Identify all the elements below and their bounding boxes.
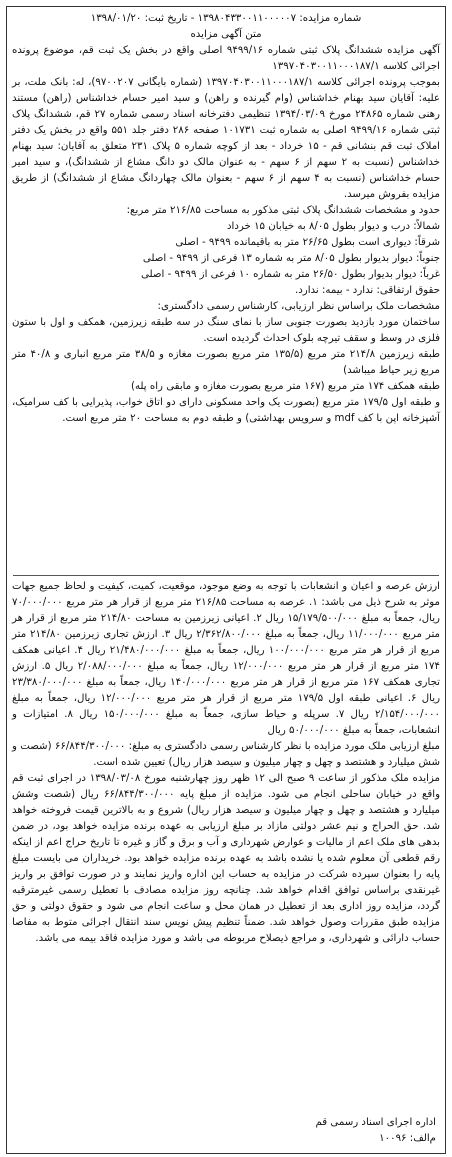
auction-terms: مزایده ملک مذکور از ساعت ۹ صبح الی ۱۲ ظهر روز چهارشنبه مورخ ۱۳۹۸/۰۳/۰۸ در اجرای ثبت قم واقع در خیابان ساحلی انجام می شود. مزایده از مبلغ پایه ۶۶/۸۴۴/۳۰۰/۰۰۰ ریال (شصت وشش میلیارد و هشتصد و چهل و چهار میلیون و سیصد هزار ریال) شروع و به بالاترین قیمت فروخته خواهد شد. حق الحراج و نیم عشر دولتی مازاد بر مبلغ ارزیابی به عهده برنده مزایده خواهد بود، در ضمن بدهی های ملک اعم از مالیات و عوارض شهرداری و آب و برق و گاز و غیره تا تاریخ حراج اعم از اینکه رقم قطعی آن معلوم شده یا نشده باشد به عهده برنده مزایده خواهد بود. خریداران می بایست مبلغ پایه را بعنوان سپرده شرکت در مزایده به حساب این اداره واریز نمایند و در صورت توافق بر واریز غیرنقدی براساس توافق اقدام خواهد شد. چنانچه روز مزایده مصادف با تعطیل رسمی غیرمترقبه گردد، مزایده روز اداری بعد از تعطیل در همان محل و ساعت انجام می شود و حقوق دولتی و حق مزایده طبق مقررات وصول خواهد شد. ضمناً تنظیم پیش نویس سند انتقال اجرائی متوط به مفاصا حساب دارائی و شهرداری، و مراجع ذیصلاح مربوطه می باشد و مورد مزایده فاقد بیمه می باشد. (12, 773, 440, 944)
boundary-north: شمالاً: درب و دیوار بطول ۸/۰۵ به خیابان ۱۵ خرداد (227, 221, 440, 232)
signature-block (315, 1115, 436, 1147)
auction-number-line: شماره مزایده: ۱۳۹۸۰۴۳۳۰۰۱۱۰۰۰۰۰۷ - تاریخ ثبت: ۱۳۹۸/۰۱/۲۰ (90, 13, 362, 24)
boundary-west: غرباً: دیوار بدیوار بطول ۲۶/۵۰ متر به شماره ۱۰ فرعی از ۹۴۹۹ - اصلی (141, 269, 440, 280)
valuation-breakdown: ارزش عرصه و اعیان و انشعابات با توجه به وضع موجود، موقعیت، کمیت، کیفیت و لحاظ جمیع جهات موثر به شرح ذیل می باشد: ۱. عرصه به مساحت ۲۱۶/۸۵ متر مربع از قرار هر متر مربع ۷۰/۰۰۰/۰۰۰ ریال، جمعاً به مبلغ ۱۵/۱۷۹/۵۰۰/۰۰۰ ریال ۲. اعیانی زیرزمین به مساحت ۲۱۴/۸۰ متر مربع از قرار هر متر مربع ۱۱/۰۰۰/۰۰۰ ریال، جمعاً به مبلغ ۲/۳۶۲/۸۰۰/۰۰۰ ریال ۳. ارزش تجاری زیرزمین ۲۱۴/۸۰ متر مربع از قرار هر متر مربع ۱۰۰/۰۰۰/۰۰۰ ریال، جمعاً به مبلغ ۲۱/۴۸۰/۰۰۰/۰۰۰ ریال ۴. اعیانی همکف ۱۷۴ متر مربع از قرار هر متر مربع ۱۲/۰۰۰/۰۰۰ ریال، جمعاً به مبلغ ۲/۰۸۸/۰۰۰/۰۰۰ ریال ۵. ارزش تجاری همکف ۱۶۷ متر مربع از قرار هر متر مربع ۱۴۰/۰۰۰/۰۰۰ ریال، جمعاً به مبلغ ۲۳/۳۸۰/۰۰۰/۰۰۰ ریال ۶. اعیانی طبقه اول ۱۷۹/۵ متر مربع از قرار هر متر مربع ۱۲/۰۰۰/۰۰۰ ریال، جمعاً به مبلغ ۲/۱۵۴/۰۰۰/۰۰۰ ریال ۷. سرپله و حیاط سازی، جمعاً به مبلغ ۱۵۰/۰۰۰/۰۰۰ ریال ۸. امتیازات و انشعابات، جمعاً به مبلغ ۵۰/۰۰۰/۰۰۰ ریال (12, 581, 440, 736)
auction-notice (6, 6, 446, 1154)
first-floor-line: و طبقه اول ۱۷۹/۵ متر مربع (بصورت یک واحد مسکونی دارای دو اتاق خواب، پذیرایی با کف سرامیک، آشپزخانه اپن با کف mdf و سرویس بهداشتی) و طبقه دوم به مساحت ۲۰ متر مربع است. (12, 397, 440, 424)
easement-rights-line: حقوق ارتفاقی: ندارد - بیمه: ندارد. (295, 285, 440, 296)
notice-heading-paragraph: آگهی مزایده ششدانگ پلاک ثبتی شماره ۹۴۹۹/۱۶ اصلی واقع در بخش یک ثبت قم، موضوع پرونده اجرائی کلاسه ۱۳۹۷۰۴۰۳۰۰۱۱۰۰۰۱۸۷/۱ (12, 45, 440, 72)
boundary-south: جنوباً: دیوار بدیوار بطول ۸/۰۵ متر به شماره ۱۳ فرعی از ۹۴۹۹ - اصلی (142, 253, 440, 264)
issuing-office: اداره اجرای اسناد رسمی قم (315, 1117, 436, 1128)
property-specs-heading: مشخصات ملک براساس نظر ارزیابی، کارشناس رسمی دادگستری: (157, 301, 440, 312)
boundary-east: شرقاً: دیواری است بطول ۲۶/۶۵ متر به باقیمانده ۹۴۹۹ - اصلی (175, 237, 440, 248)
notice-title: متن آگهی مزایده (190, 29, 262, 40)
boundaries-heading: حدود و مشخصات ششدانگ پلاک ثبتی مذکور به مساحت ۲۱۶/۸۵ متر مربع: (126, 205, 440, 216)
building-description: ساختمان مورد بازدید بصورت جنوبی ساز با نمای سنگ در سه طبقه زیرزمین، همکف و اول با ستون فلزی در وسط و سقف تیرچه بلوک احداث گردیده است. (12, 317, 440, 344)
case-details-paragraph: بموجب پرونده اجرائی کلاسه ۱۳۹۷۰۴۰۳۰۰۱۱۰۰۰۱۸۷/۱ (شماره بایگانی ۹۷۰۰۲۰۷)، له: بانک ملت، بر علیه: آقایان سید بهنام خداشناس (وام گیرنده و راهن) و سید امیر حسام خداشناس (راهن) مستند رهنی شماره ۲۴۸۶۵ مورخ ۱۳۹۴/۰۳/۰۹ تنظیمی دفترخانه اسناد رسمی شماره ۲۷ قم، ششدانگ پلاک ثبتی شماره ۹۴۹۹/۱۶ اصلی به شماره ثبت ۱۰۱۷۳۱ صفحه ۲۸۶ دفتر جلد ۵۵۱ واقع در بخش یک دفتر املاک ثبت قم بنشانی قم - ۱۵ خرداد - بعد از کوچه شماره ۵ پلاک ۲۳۱ متعلق به آقایان: سید بهنام خداشناس (نسبت به ۲ سهم از ۶ سهم - به عنوان مالک دو دانگ مشاع از ششدانگ)، و سید امیر حسام خداشناس (نسبت به ۴ سهم از ۶ سهم - بعنوان مالک چهاردانگ مشاع از ششدانگ) از طریق مزایده بفروش میرسد. (12, 77, 441, 200)
notice-upper-section (12, 11, 440, 573)
notice-lower-section (12, 579, 440, 1151)
appraisal-total: مبلغ ارزیابی ملک مورد مزایده با نظر کارشناس رسمی دادگستری به مبلغ: ۶۶/۸۴۴/۳۰۰/۰۰۰ (شصت و شش میلیارد و هشتصد و چهل و چهار میلیون و سیصد هزار ریال) تعیین شده است. (12, 741, 440, 768)
ground-floor-line: طبقه همکف ۱۷۴ متر مربع (۱۶۷ متر مربع بصورت مغازه و مابقی راه پله) (130, 381, 440, 392)
section-divider (13, 575, 439, 576)
reference-number: م‌الف: ۱۰۰۹۶ (379, 1133, 436, 1144)
basement-floor-line: طبقه زیرزمین ۲۱۴/۸ متر مربع (۱۳۵/۵ متر مربع بصورت مغازه و ۳۸/۵ متر مربع انباری و ۴۰/۸ متر مربع زیر حیاط میباشد) (12, 349, 441, 376)
